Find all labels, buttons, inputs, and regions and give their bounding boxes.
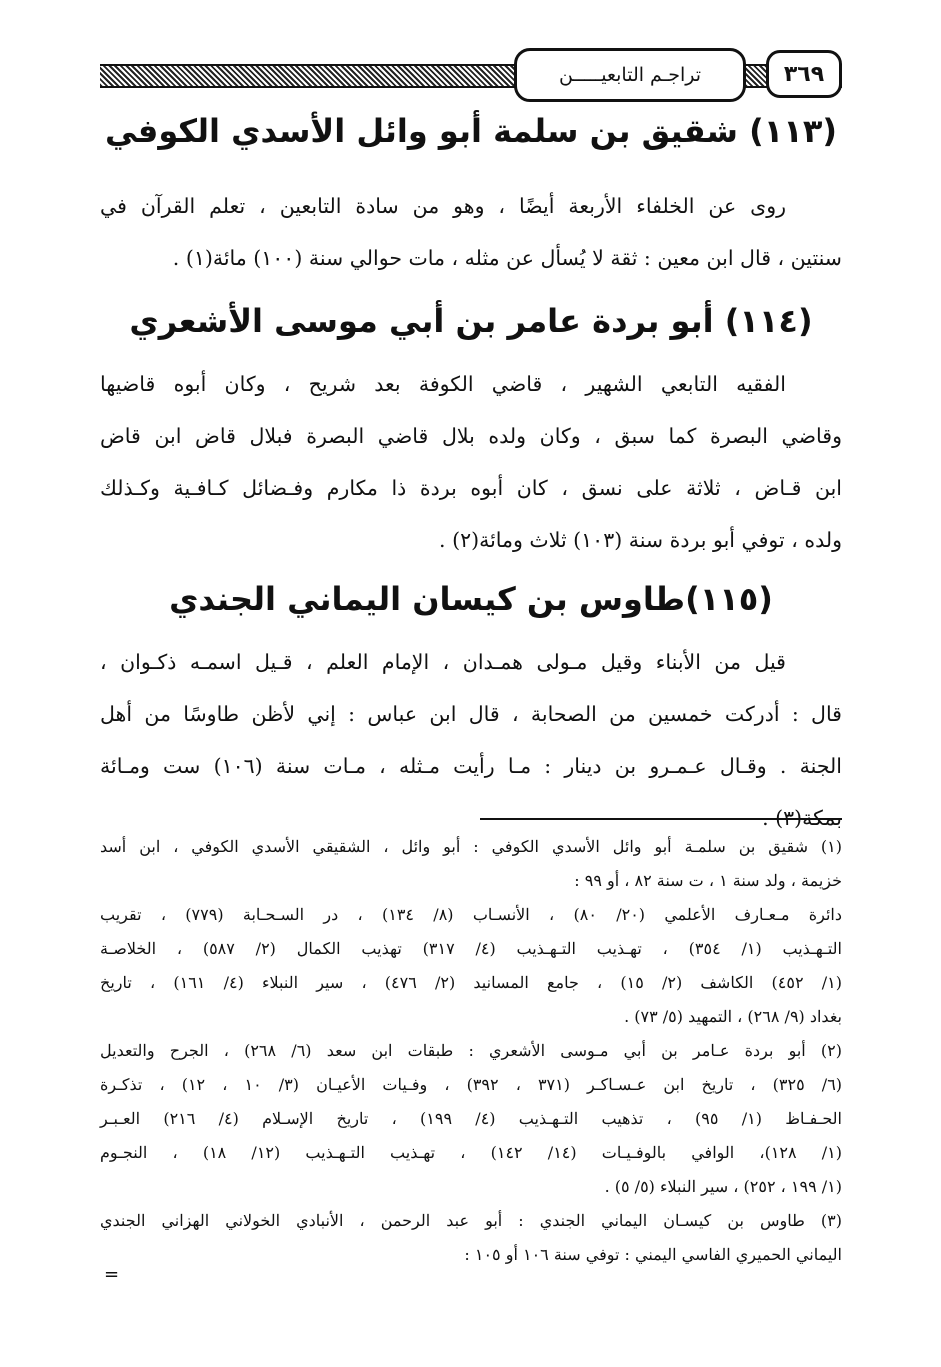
- text-line: روى عن الخلفاء الأربعة أيضًا ، وهو من سادة التابعين ، تعلم القرآن في: [100, 194, 786, 218]
- text-line: ولده ، توفي أبو بردة سنة (١٠٣) ثلاث ومائة(٢) .: [439, 528, 842, 552]
- page-number: ٣٦٩: [766, 50, 842, 98]
- text-line: قيل من الأبناء وقيل مـولى همـدان ، الإمام العلم ، قـيل اسمـه ذكـوان ،: [100, 650, 786, 674]
- text-line: بمكة(٣) .: [762, 806, 842, 830]
- footnote-line: (٣) طاوس بن كيسـان اليماني الجندي : أبو عبد الرحمن ، الأنبادي الخولاني الهزاني الجندي: [100, 1211, 842, 1230]
- footnote-line: (١/ ٤٥٢) الكاشف (٢/ ١٥) ، جامع المسانيد (٢/ ٤٧٦) ، سير النبلاء (٤/ ١٦١) ، تاريخ: [100, 973, 842, 992]
- footnote-line: التـهـذيب (١/ ٣٥٤) ، تهـذيب التـهـذيب (٤/ ٣١٧) تهذيب الكمال (٢/ ٥٨٧) ، الخلاصـة: [100, 939, 842, 958]
- footnote-line: (١) شقيق بن سلمـة أبو وائل الأسدي الكوفي : أبو وائل ، الشقيقي الأسدي الكوفي ، ابن أسد: [100, 837, 843, 856]
- entry-title-114: (١١٤) أبو بردة عامر بن أبي موسى الأشعري: [129, 302, 813, 340]
- footnote-line: (١/ ١٩٩ ، ٢٥٢) ، سير النبلاء (٥/ ٥) .: [604, 1177, 842, 1196]
- footnote-line: خزيمة ، ولد سنة ١ ، ت سنة ٨٢ ، أو ٩٩ :: [574, 871, 842, 890]
- footnote-separator: [480, 818, 842, 820]
- footnote-line: الحـفـاظ (١/ ٩٥) ، تذهيب التـهـذيب (٤/ ١٩٩) ، تاريخ الإسـلام (٤/ ٢١٦) العـبـر: [100, 1109, 842, 1128]
- running-title: تراجـم التابعيـــــن: [514, 48, 746, 102]
- text-line: الفقيه التابعي الشهير ، قاضي الكوفة بعد شريح ، وكان أبوه قاضيها: [100, 372, 786, 396]
- entry-text-113: [100, 180, 842, 284]
- footnote-line: بغداد (٩/ ٢٦٨) ، التمهيد (٥/ ٧٣) .: [624, 1007, 842, 1026]
- footnote-line: (١/ ١٢٨)، الوافي بالوفـيـات (١٤/ ١٤٢) ، تهـذيب التـهـذيب (١٢/ ١٨) ، النجـوم: [100, 1143, 842, 1162]
- footnote-line: اليماني الحميري الفاسي اليمني : توفي سنة ١٠٦ أو ١٠٥ :: [464, 1245, 842, 1264]
- text-line: وقاضي البصرة كما سبق ، وكان ولده بلال قاضي البصرة فبلال قاض ابن قاض: [100, 424, 842, 448]
- footnote-line: (٦/ ٣٢٥) ، تاريخ ابن عـسـاكـر (٣٧١ ، ٣٩٢) ، وفـيات الأعيـان (٣/ ١٠ ، ١٢) ، تذكـرة: [100, 1075, 843, 1094]
- entry-title-115: (١١٥)طاوس بن كيسان اليماني الجندي: [169, 580, 773, 618]
- continuation-mark: =: [104, 1264, 120, 1285]
- text-line: ابن قـاض ، ثلاثة على نسق ، كان أبوه بردة ذا مكارم وفـضائل كـافـية وكـذلك: [100, 476, 842, 500]
- page-header: [100, 48, 842, 100]
- text-line: الجنة . وقـال عـمـرو بن دينار : مـا رأيت مـثله ، مـات سنة (١٠٦) ست ومـائة: [100, 754, 842, 778]
- entry-title-113: (١١٣) شقيق بن سلمة أبو وائل الأسدي الكوفي: [105, 112, 837, 150]
- entry-text-114: [100, 358, 842, 566]
- text-line: قال : أدركت خمسين من الصحابة ، قال ابن عباس : إني لأظن طاوسًا من أهل: [100, 702, 842, 726]
- entry-text-115: [100, 636, 842, 844]
- footnotes: [100, 830, 842, 1272]
- footnote-line: (٢) أبو بردة عـامر بن أبي مـوسى الأشعري : طبقات ابن سعد (٦/ ٢٦٨) ، الجرح والتعديل: [100, 1041, 843, 1060]
- footnote-line: دائرة مـعـارف الأعلمي (٢٠/ ٨٠) ، الأنسـاب (٨/ ١٣٤) ، در السـحـابة (٧٧٩) ، تقريب: [100, 905, 843, 924]
- text-line: سنتين ، قال ابن معين : ثقة لا يُسأل عن مثله ، مات حوالي سنة (١٠٠) مائة(١) .: [172, 246, 842, 270]
